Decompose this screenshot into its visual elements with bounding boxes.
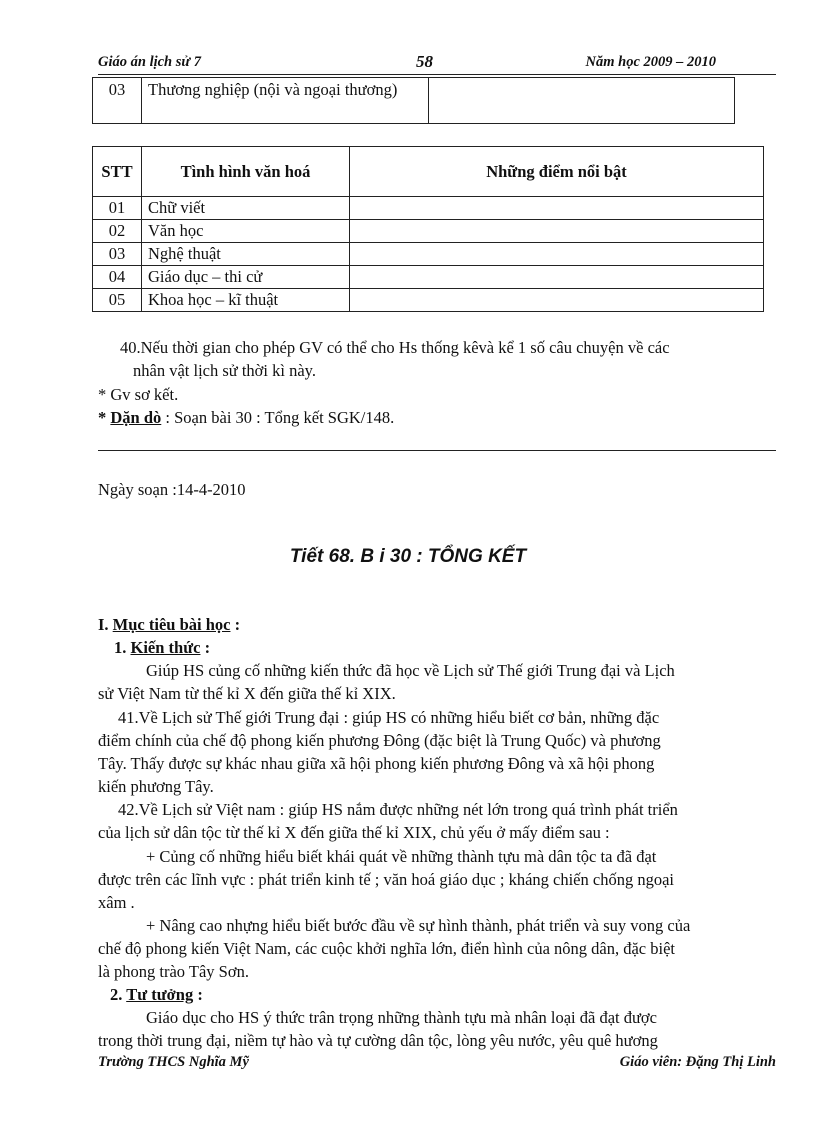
bullet-line: chế độ phong kiến Việt Nam, các cuộc khởi nghĩa lớn, điển hình của nông dân, đặc biệt xyxy=(98,939,675,958)
section-heading-text: Mục tiêu bài học xyxy=(112,615,231,634)
table-cell-no: 03 xyxy=(93,243,142,266)
culture-table xyxy=(92,146,764,312)
homework-star: * xyxy=(98,408,111,427)
table-row xyxy=(93,289,764,312)
column-header-culture: Tình hình văn hoá xyxy=(142,147,350,197)
subsection-ideology xyxy=(110,983,788,1006)
table-row xyxy=(93,220,764,243)
paragraph-line: sử Việt Nam từ thế kỉ X đến giữa thế kỉ XIX. xyxy=(98,684,396,703)
item-42-line: 42.Về Lịch sử Việt nam : giúp HS nắm được những nét lớn trong quá trình phát triển xyxy=(118,800,678,819)
bullet-line: là phong trào Tây Sơn. xyxy=(98,962,249,981)
table-cell-no: 04 xyxy=(93,266,142,289)
economy-table xyxy=(92,77,735,124)
header-school-year: Năm học 2009 – 2010 xyxy=(585,54,716,70)
table-cell-item: Nghệ thuật xyxy=(142,243,350,266)
paragraph-line: Giúp HS củng cố những kiến thức đã học về Lịch sử Thế giới Trung đại và Lịch xyxy=(146,661,675,680)
subsection-title: Kiến thức xyxy=(130,638,201,657)
table-row xyxy=(93,78,735,124)
table-cell-note xyxy=(350,243,764,266)
footer-teacher: Giáo viên: Đặng Thị Linh xyxy=(619,1054,776,1070)
table-row xyxy=(93,243,764,266)
table-cell-no: 03 xyxy=(93,78,142,124)
item-41-line: kiến phương Tây. xyxy=(98,777,214,796)
table-row xyxy=(93,197,764,220)
page-number: 58 xyxy=(416,52,433,71)
table-cell-note xyxy=(429,78,735,124)
table-row xyxy=(93,266,764,289)
subsection-knowledge xyxy=(114,636,792,659)
homework-line xyxy=(98,406,776,429)
paragraph-line: trong thời trung đại, niềm tự hào và tự cường dân tộc, lòng yêu nước, yêu quê hương xyxy=(98,1031,658,1050)
item-41-line: Tây. Thấy được sự khác nhau giữa xã hội phong kiến phương Đông và xã hội phong xyxy=(98,754,655,773)
subsection-prefix: 2. xyxy=(110,985,127,1004)
table-cell-item: Khoa học – kĩ thuật xyxy=(142,289,350,312)
table-cell-note xyxy=(350,289,764,312)
table-cell-no: 02 xyxy=(93,220,142,243)
item-40-line2: nhân vật lịch sử thời kì này. xyxy=(133,361,316,380)
bullet-line: + Nâng cao nhựng hiểu biết bước đầu về sự hình thành, phát triển và suy vong của xyxy=(146,916,691,935)
bullet-line: xâm . xyxy=(98,893,135,912)
section-heading-prefix: I. xyxy=(98,615,113,634)
page-footer xyxy=(98,1054,776,1071)
table-cell-item: Văn học xyxy=(142,220,350,243)
preparation-date: Ngày soạn :14-4-2010 xyxy=(98,480,246,499)
table-cell-note xyxy=(350,197,764,220)
section-heading xyxy=(98,613,776,636)
section-heading-suffix: : xyxy=(230,615,241,634)
header-subject: Giáo án lịch sử 7 xyxy=(98,54,201,70)
section-divider xyxy=(98,450,776,451)
column-header-highlights: Những điểm nổi bật xyxy=(350,147,764,197)
bullet-line: được trên các lĩnh vực : phát triển kinh tế ; văn hoá giáo dục ; kháng chiến chống ngoại xyxy=(98,870,674,889)
summary-note: * Gv sơ kết. xyxy=(98,385,179,404)
lesson-title: Tiết 68. B i 30 : TỔNG KẾT xyxy=(289,546,527,567)
table-cell-note xyxy=(350,220,764,243)
item-40-line1: 40.Nếu thời gian cho phép GV có thể cho Hs thống kêvà kể 1 số câu chuyện về các xyxy=(120,338,670,357)
homework-label: Dặn dò xyxy=(110,408,162,427)
item-41-line: 41.Về Lịch sử Thế giới Trung đại : giúp HS có những hiểu biết cơ bản, những đặc xyxy=(118,708,660,727)
table-cell-item: Thương nghiệp (nội và ngoại thương) xyxy=(142,78,429,124)
subsection-suffix: : xyxy=(193,985,203,1004)
item-41-line: điểm chính của chế độ phong kiến phương Đông (đặc biệt là Trung Quốc) và phương xyxy=(98,731,661,750)
table-cell-note xyxy=(350,266,764,289)
homework-text: : Soạn bài 30 : Tổng kết SGK/148. xyxy=(161,408,395,427)
subsection-title: Tư tưởng xyxy=(126,985,194,1004)
footer-school: Trường THCS Nghĩa Mỹ xyxy=(98,1054,249,1070)
table-cell-no: 01 xyxy=(93,197,142,220)
paragraph-line: Giáo dục cho HS ý thức trân trọng những thành tựu mà nhân loại đã đạt được xyxy=(146,1008,657,1027)
table-cell-item: Chữ viết xyxy=(142,197,350,220)
column-header-stt: STT xyxy=(93,147,142,197)
bullet-line: + Củng cố những hiểu biết khái quát về những thành tựu mà dân tộc ta đã đạt xyxy=(146,847,657,866)
table-cell-no: 05 xyxy=(93,289,142,312)
table-header-row xyxy=(93,147,764,197)
subsection-suffix: : xyxy=(200,638,211,657)
page-header xyxy=(98,54,776,75)
item-42-line: của lịch sử dân tộc từ thế kỉ X đến giữa thế kỉ XIX, chủ yếu ở mấy điểm sau : xyxy=(98,823,610,842)
subsection-prefix: 1. xyxy=(114,638,131,657)
table-cell-item: Giáo dục – thi cử xyxy=(142,266,350,289)
